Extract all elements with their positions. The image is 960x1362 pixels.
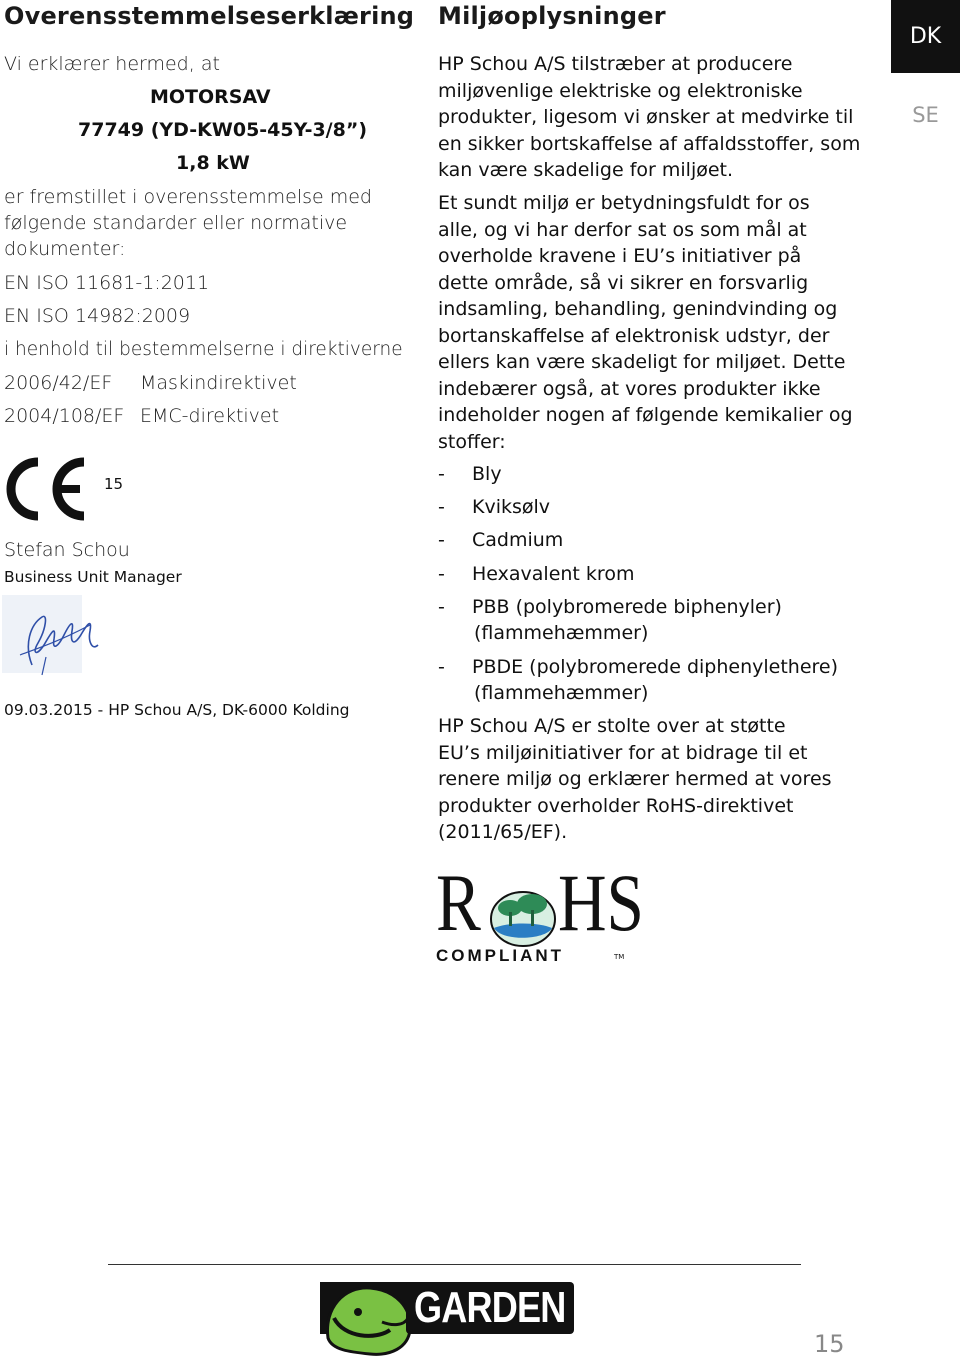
directive-code-1: 2006/42/EF xyxy=(4,372,113,394)
paragraph-3-line: (2011/65/EF). xyxy=(438,821,568,843)
chemical-name: Bly xyxy=(472,463,502,485)
directive-name-2: EMC-direktivet xyxy=(140,405,280,427)
signer-title: Business Unit Manager xyxy=(4,568,182,586)
rohs-letters-hs: HS xyxy=(558,857,644,948)
directive-name-1: Maskindirektivet xyxy=(140,372,297,394)
list-dash: - xyxy=(438,463,445,485)
date-place: 09.03.2015 - HP Schou A/S, DK-6000 Kolding xyxy=(4,701,350,719)
beaver-mascot-icon xyxy=(320,1278,416,1358)
garden-logo xyxy=(320,1278,575,1358)
standard-2: EN ISO 14982:2009 xyxy=(4,305,191,327)
standard-1: EN ISO 11681-1:2011 xyxy=(4,272,210,294)
paragraph-1-line: en sikker bortskaffelse af affaldsstoffer, som xyxy=(438,132,861,155)
list-dash: - xyxy=(438,563,445,585)
paragraph-3-line: produkter overholder RoHS-direktivet xyxy=(438,794,794,817)
list-dash: - xyxy=(438,656,445,678)
paragraph-1-line: miljøvenlige elektriske og elektroniske xyxy=(438,79,803,102)
paragraph-1-line: kan være skadelige for miljøet. xyxy=(438,159,734,181)
paragraph-2-line: alle, og vi har derfor sat os som mål at xyxy=(438,218,807,241)
paragraph-2-line: bortanskaffelse af elektronisk udstyr, der xyxy=(438,324,830,347)
footer-divider xyxy=(108,1264,801,1265)
paragraph-2-line: ellers kan være skadeligt for miljøet. Dette xyxy=(438,351,846,373)
directive-intro: i henhold til bestemmelserne i direktiverne xyxy=(4,339,403,360)
paragraph-1-line: HP Schou A/S tilstræber at producere xyxy=(438,53,793,75)
paragraph-2-line: dette område, så vi sikrer en forsvarlig xyxy=(438,271,809,294)
rohs-compliant-logo xyxy=(436,857,644,966)
chemical-name: PBDE (polybromerede diphenylethere) xyxy=(472,656,839,678)
chemical-name: Hexavalent krom xyxy=(472,563,635,585)
conformity-line-2: følgende standarder eller normative xyxy=(4,212,348,234)
ce-year: 15 xyxy=(104,475,124,493)
paragraph-1 xyxy=(438,51,860,184)
product-power: 1,8 kW xyxy=(176,152,250,174)
chemical-name: Cadmium xyxy=(472,529,564,551)
paragraph-2-line: overholde kravene i EU’s initiativer på xyxy=(438,245,802,267)
rohs-globe-icon xyxy=(488,886,558,948)
rohs-caption: COMPLIANT xyxy=(436,946,565,965)
list-dash: - xyxy=(438,496,445,518)
chemical-name: Kviksølv xyxy=(472,496,551,518)
chemical-note: (flammehæmmer) xyxy=(474,622,649,644)
page-number: 15 xyxy=(814,1330,845,1358)
intro-text: Vi erklærer hermed, at xyxy=(4,53,220,75)
conformity-line-3: dokumenter: xyxy=(4,238,126,260)
paragraph-1-line: produkter, ligesom vi ønsker at medvirke til xyxy=(438,106,854,128)
paragraph-3-line: renere miljø og erklærer hermed at vores xyxy=(438,768,832,790)
list-dash: - xyxy=(438,596,445,618)
paragraph-2 xyxy=(438,190,853,455)
rohs-trademark: TM xyxy=(614,953,625,961)
product-model: 77749 (YD-KW05-45Y-3/8”) xyxy=(78,119,368,141)
ce-mark-icon xyxy=(4,456,88,522)
language-tab-dk[interactable]: DK xyxy=(891,0,960,73)
directive-code-2: 2004/108/EF xyxy=(4,405,125,427)
language-tab-se[interactable]: SE xyxy=(912,103,939,127)
paragraph-3 xyxy=(438,713,832,846)
paragraph-2-line: indsamling, behandling, genindvinding og xyxy=(438,298,838,320)
list-dash: - xyxy=(438,529,445,551)
paragraph-2-line: indebærer også, at vores produkter ikke xyxy=(438,377,821,400)
paragraph-2-line: stoffer: xyxy=(438,430,506,453)
declaration-heading: Overensstemmelseserklæring xyxy=(4,2,415,30)
chemical-note: (flammehæmmer) xyxy=(474,682,649,704)
product-name: MOTORSAV xyxy=(150,86,271,108)
conformity-line-1: er fremstillet i overensstemmelse med xyxy=(4,186,372,208)
chemical-name: PBB (polybromerede biphenyler) xyxy=(472,596,782,618)
garden-wordmark: GARDEN xyxy=(414,1283,566,1332)
garden-wordmark-box xyxy=(406,1282,574,1334)
rohs-letter-r: R xyxy=(436,857,481,948)
paragraph-2-line: indeholder nogen af følgende kemikalier og xyxy=(438,404,853,426)
signer-name: Stefan Schou xyxy=(4,539,130,561)
paragraph-3-line: HP Schou A/S er stolte over at støtte xyxy=(438,715,786,737)
paragraph-3-line: EU’s miljøinitiativer for at bidrage til et xyxy=(438,741,808,764)
paragraph-2-line: Et sundt miljø er betydningsfuldt for os xyxy=(438,192,810,214)
signature-image xyxy=(2,595,112,680)
environment-heading: Miljøoplysninger xyxy=(438,2,666,30)
